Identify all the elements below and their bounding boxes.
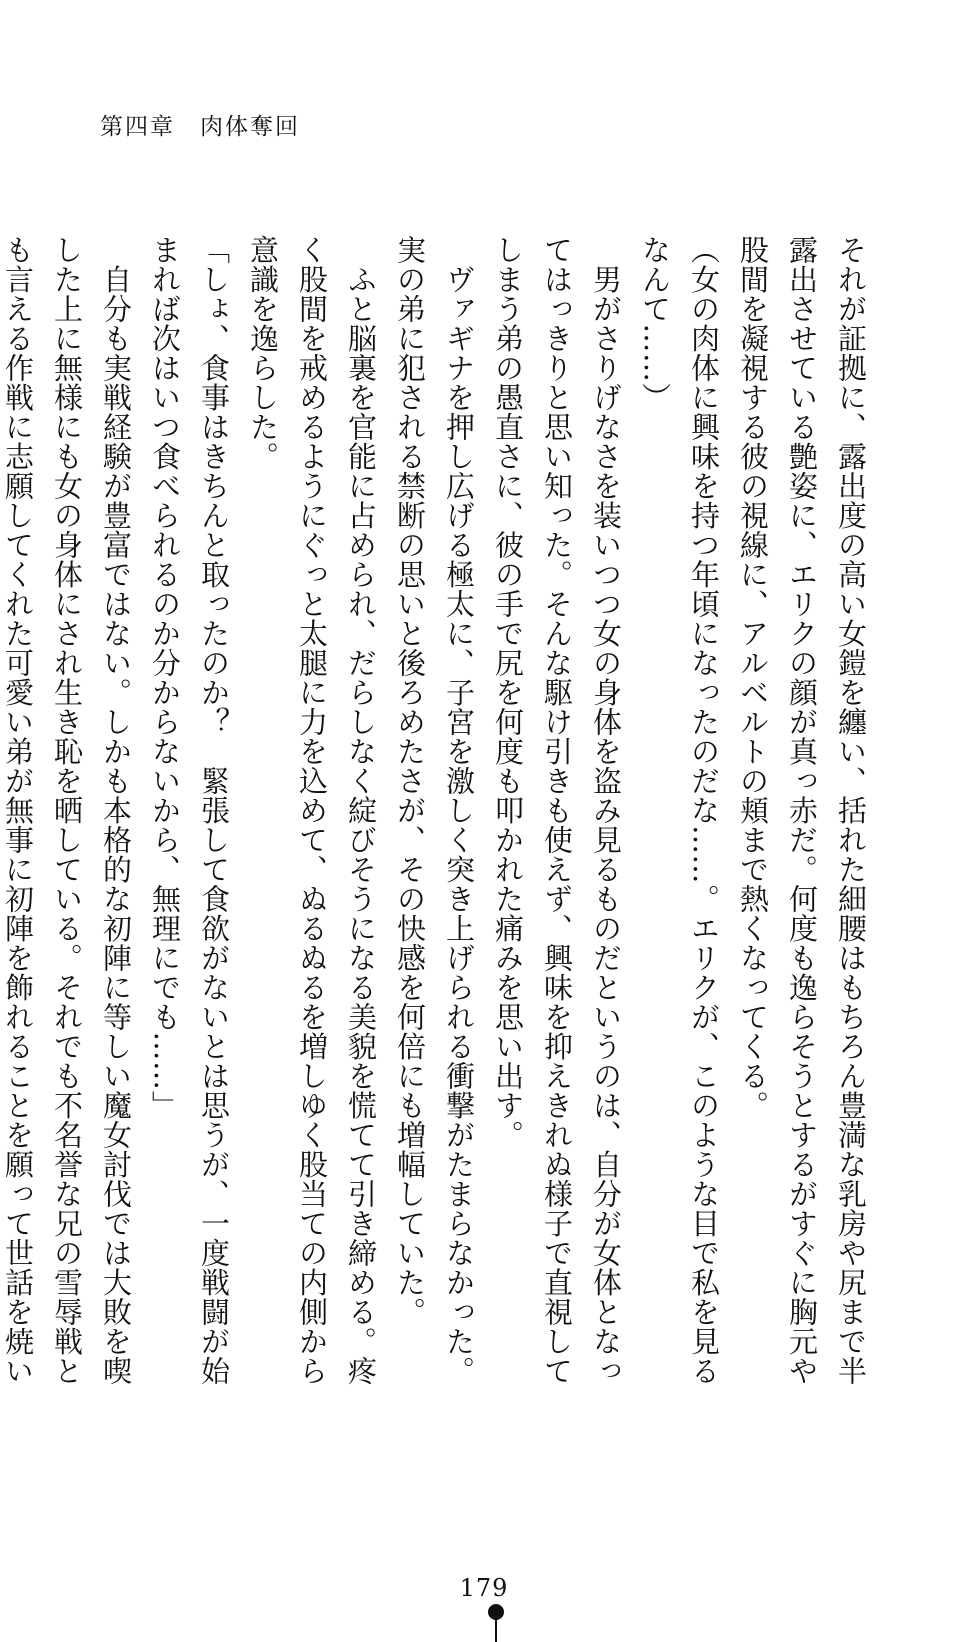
paragraph-7: 自分も実戦経験が豊富ではない。しかも本格的な初陣に等しい魔女討伐では大敗を喫した上に無様にも女の身体にされ生き恥を晒している。それでも不名誉な兄の雪辱戦とも言える作戦に志願してくれた可愛い弟が無事に初陣を飾れることを願って世話を焼い bbox=[1, 235, 133, 1386]
chapter-header: 第四章 肉体奪回 bbox=[100, 114, 300, 140]
paragraph-5: ふと脳裏を官能に占められ、だらしなく綻びそうになる美貌を慌てて引き締める。疼く股間を戒めるようにぐっと太腿に力を込めて、ぬるぬるを増しゆく股当ての内側から意識を逸らした。 bbox=[246, 235, 378, 1386]
thumb-index-line bbox=[495, 1616, 497, 1642]
paragraph-6-dialogue: 「しょ、食事はきちんと取ったのか？ 緊張して食欲がないとは思うが、一度戦闘が始まれば次はいつ食べられるのか分からないから、無理にでも……」 bbox=[148, 235, 231, 1386]
paragraph-3: 男がさりげなさを装いつつ女の身体を盗み見るものだというのは、自分が女体となってはっきりと思い知った。そんな駆け引きも使えず、興味を抑えきれぬ様子で直視してしまう弟の愚直さに、彼の手で尻を何度も叩かれた痛みを思い出す。 bbox=[491, 235, 623, 1386]
page-number: 179 bbox=[459, 1574, 509, 1602]
vertical-body-text bbox=[1, 235, 875, 1395]
paragraph-1: それが証拠に、露出度の高い女鎧を纏い、括れた細腰はもちろん豊満な乳房や尻まで半露出させている艶姿に、エリクの顔が真っ赤だ。何度も逸らそうとするがすぐに胸元や股間を凝視する彼の視線に、アルベルトの頬まで熱くなってくる。 bbox=[736, 235, 868, 1386]
paragraph-4: ヴァギナを押し広げる極太に、子宮を激しく突き上げられる衝撃がたまらなかった。実の弟に犯される禁断の思いと後ろめたさが、その快感を何倍にも増幅していた。 bbox=[393, 235, 476, 1386]
paragraph-2: （女の肉体に興味を持つ年頃になったのだな……。エリクが、このような目で私を見るなんて……） bbox=[638, 235, 721, 1386]
